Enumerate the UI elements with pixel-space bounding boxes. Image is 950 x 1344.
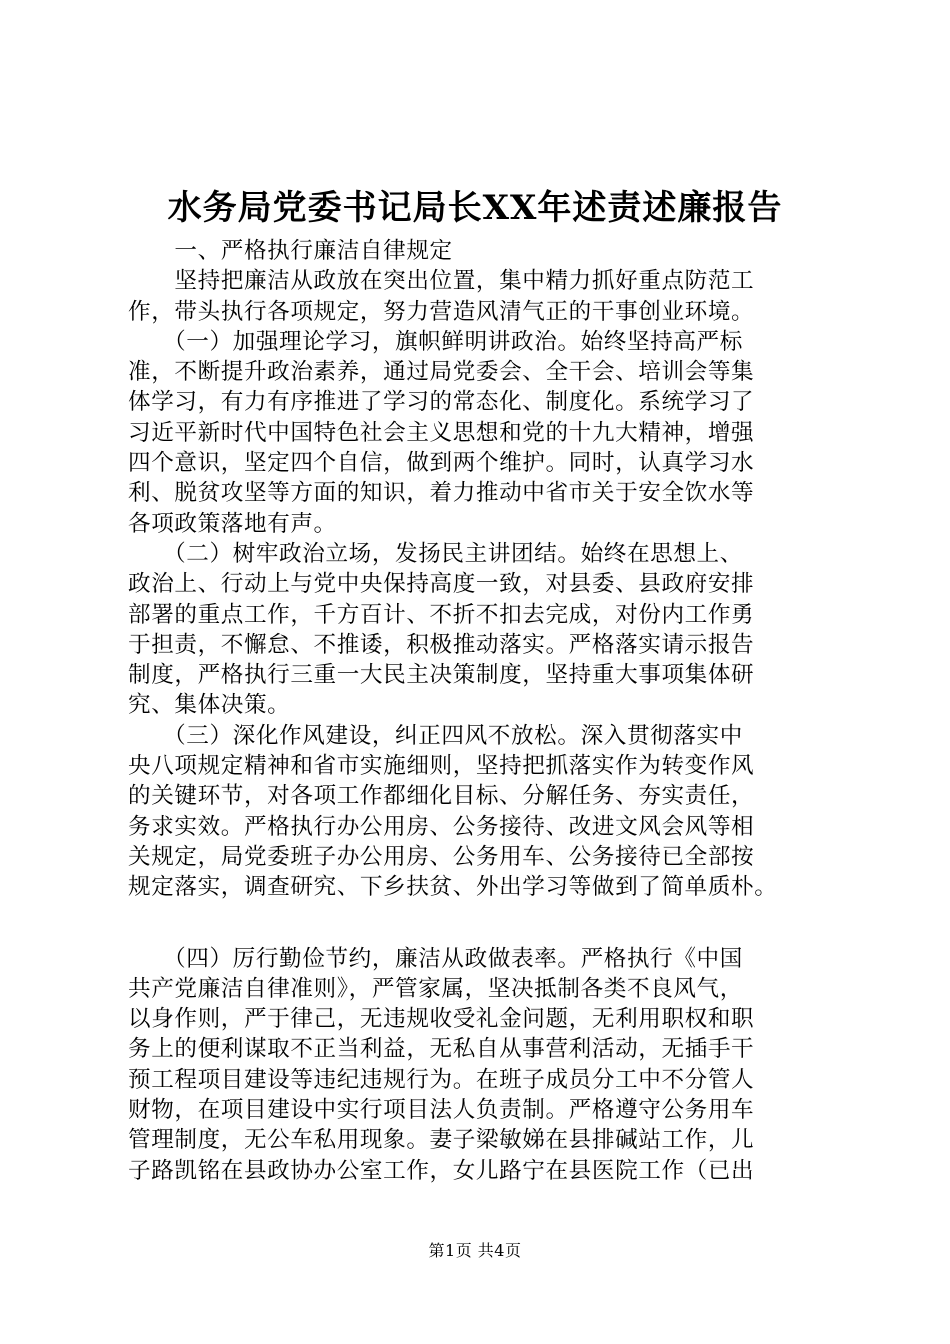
paragraph-line: 管理制度，无公车私用现象。妻子梁敏娣在县排碱站工作，儿	[128, 1127, 755, 1154]
paragraph-line: 共产党廉洁自律准则》，严管家属，坚决抵制各类不良风气，	[128, 975, 743, 1002]
paragraph-line: 务上的便利谋取不正当利益，无私自从事营利活动，无插手干	[128, 1036, 755, 1063]
paragraph-line: 央八项规定精神和省市实施细则，坚持把抓落实作为转变作风	[128, 753, 755, 780]
paragraph-line: 制度，严格执行三重一大民主决策制度，坚持重大事项集体研	[128, 662, 755, 689]
paragraph-line: 预工程项目建设等违纪违规行为。在班子成员分工中不分管人	[128, 1066, 755, 1093]
paragraph-line: 四个意识，坚定四个自信，做到两个维护。同时，认真学习水	[128, 450, 755, 477]
paragraph-line: 各项政策落地有声。	[128, 510, 337, 537]
paragraph-line: 准，不断提升政治素养，通过局党委会、全干会、培训会等集	[128, 359, 755, 386]
paragraph-line: （三）深化作风建设，纠正四风不放松。深入贯彻落实中	[128, 722, 743, 749]
paragraph-line: （二）树牢政治立场，发扬民主讲团结。始终在思想上、	[128, 540, 743, 567]
paragraph-line: 作，带头执行各项规定，努力营造风清气正的干事创业环境。	[128, 298, 755, 325]
paragraph-line: 政治上、行动上与党中央保持高度一致，对县委、县政府安排	[128, 571, 755, 598]
page-number: 第1页 共4页	[428, 1241, 522, 1260]
paragraph-gap	[128, 903, 828, 944]
paragraph-line: 关规定，局党委班子办公用房、公务用车、公务接待已全部按	[128, 843, 755, 870]
paragraph-line: 子路凯铭在县政协办公室工作，女儿路宁在县医院工作（已出	[128, 1157, 755, 1184]
paragraph-line: 以身作则，严于律己，无违规收受礼金问题，无利用职权和职	[128, 1006, 755, 1033]
paragraph-line: 利、脱贫攻坚等方面的知识，着力推动中省市关于安全饮水等	[128, 480, 755, 507]
paragraph-line: 究、集体决策。	[128, 692, 291, 719]
paragraph-line: 部署的重点工作，千方百计、不折不扣去完成，对份内工作勇	[128, 601, 755, 628]
document-title: 水务局党委书记局长XX年述责述廉报告	[167, 188, 783, 228]
paragraph-line: 规定落实，调查研究、下乡扶贫、外出学习等做到了简单质朴。	[128, 874, 778, 901]
paragraph-line: 习近平新时代中国特色社会主义思想和党的十九大精神，增强	[128, 419, 755, 446]
paragraph-line: 于担责，不懈怠、不推诿，积极推动落实。严格落实请示报告	[128, 631, 755, 658]
paragraph-line: （四）厉行勤俭节约，廉洁从政做表率。严格执行《中国	[128, 945, 743, 972]
paragraph-line: 坚持把廉洁从政放在突出位置，集中精力抓好重点防范工	[128, 268, 755, 295]
paragraph-line: 的关键环节，对各项工作都细化目标、分解任务、夯实责任，	[128, 783, 755, 810]
section-heading: 一、严格执行廉洁自律规定	[128, 238, 453, 264]
paragraph-line: 体学习，有力有序推进了学习的常态化、制度化。系统学习了	[128, 389, 755, 416]
paragraph-line: 务求实效。严格执行办公用房、公务接待、改进文风会风等相	[128, 813, 755, 840]
document-body	[128, 236, 828, 1186]
paragraph-line: （一）加强理论学习，旗帜鲜明讲政治。始终坚持高严标	[128, 328, 743, 355]
paragraph-line: 财物，在项目建设中实行项目法人负责制。严格遵守公务用车	[128, 1097, 755, 1124]
